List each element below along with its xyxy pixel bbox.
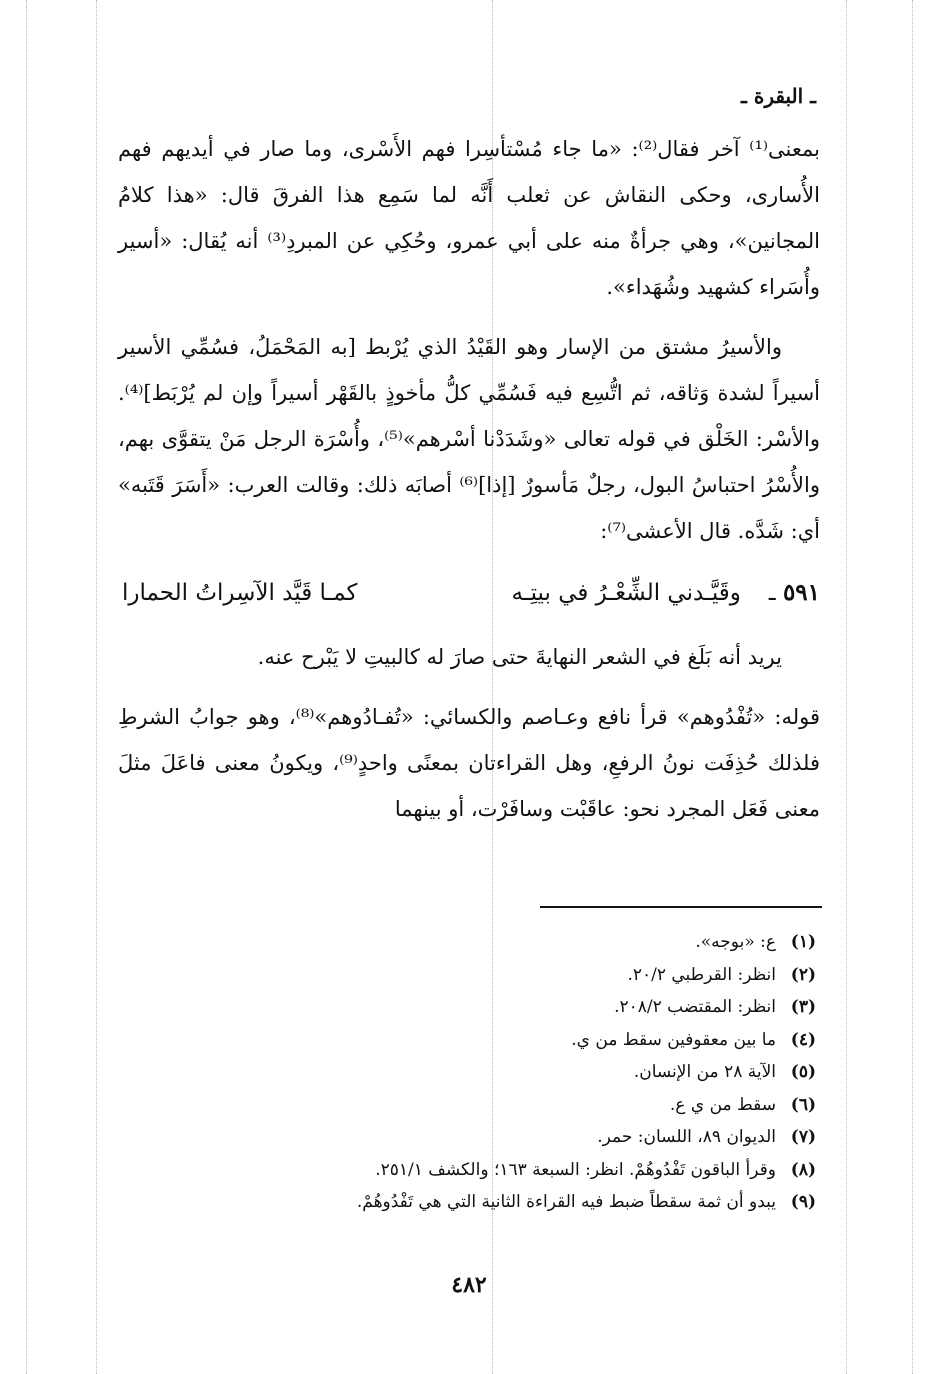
running-header: ـ البقرة ـ	[741, 84, 816, 108]
verse-number: ٥٩١	[782, 579, 820, 606]
footnote	[256, 1154, 816, 1187]
scan-guide-line	[846, 0, 847, 1374]
footnote-text: وقرأ الباقون تَفْدُوهُمْ. انظر: السبعة ١٦٣؛ والكشف ٢٥١/١.	[375, 1159, 776, 1180]
paragraph: قوله: «تُفْدُوهم» قرأ نافع وعـاصم والكسائي: «تُفـادُوهم»⁽⁸⁾، وهو جوابُ الشرطِ فلذلك حُذِفَت نونُ الرفعِ، وهل القراءتان بمعنًى واحدٍ⁽⁹⁾، ويكونُ معنى فاعَلَ مثلَ معنى فَعَل المجرد نحو: عاقَبْت وسافَرْت، أو بينهما	[118, 705, 820, 821]
footnote-number: (٢)	[790, 964, 816, 985]
paragraph: يريد أنه بَلَغ في الشعر النهايةَ حتى صارَ له كالبيتِ لا يَبْرح عنه.	[257, 645, 782, 669]
footnote-text: ما بين معقوفين سقط من ي.	[571, 1029, 776, 1050]
footnote-number: (٥)	[790, 1062, 816, 1082]
verse-first-half	[512, 568, 820, 618]
footnotes	[256, 926, 816, 1219]
footnote-text: سقط من ي ع.	[669, 1094, 776, 1115]
footnote	[256, 1089, 816, 1122]
footnote	[256, 1186, 816, 1219]
footnote	[256, 1056, 816, 1089]
paragraph: والأسيرُ مشتق من الإسار وهو القَيْدُ الذي يُرْبط [به المَحْمَلُ، فسُمِّي الأسير أسيراً لشدة وَثاقه، ثم اتُّسِع فيه فَسُمِّي كلُّ مأخوذٍ بالقَهْر أسيراً وإن لم يُرْبَط]⁽⁴⁾. والأسْر: الخَلْق في قوله تعالى «وشَدَدْنا أسْرهم»⁽⁵⁾، وأُسْرَة الرجل مَنْ يتقوَّى بهم، والأُسْرُ احتباسُ البول، رجلٌ مَأسورٌ [إذا]⁽⁶⁾ أصابَه ذلك: وقالت العرب: «أَسَرَ قَتَبه» أي: شَدَّه. قال الأعشى⁽⁷⁾:	[118, 335, 821, 543]
footnote-number: (١)	[790, 932, 816, 952]
footnote	[256, 959, 816, 992]
footnote	[256, 926, 816, 959]
footnote-number: (٣)	[790, 997, 816, 1017]
scan-guide-line	[912, 0, 913, 1374]
footnote-text: انظر: القرطبي ٢٠/٢.	[627, 964, 776, 985]
footnote-text: انظر: المقتضب ٢٠٨/٢.	[614, 997, 776, 1017]
footnote-text: يبدو أن ثمة سقطاً ضبط فيه القراءة الثانية التي هي تَفْدُوهُمْ.	[356, 1192, 776, 1212]
footnote	[256, 991, 816, 1024]
footnote-number: (٤)	[790, 1029, 816, 1050]
footnote-text: الديوان ٨٩، اللسان: حمر.	[597, 1127, 776, 1147]
verse-dash: ـ	[768, 580, 776, 606]
page-number: ٤٨٢	[451, 1272, 487, 1298]
footnote-number: (٦)	[790, 1094, 816, 1115]
footnote-separator	[540, 906, 822, 908]
poetry-verse	[118, 568, 820, 618]
scan-guide-line	[26, 0, 27, 1374]
footnote-number: (٧)	[790, 1127, 816, 1147]
footnote-number: (٨)	[790, 1159, 816, 1180]
footnote-number: (٩)	[790, 1192, 816, 1212]
verse-hemistich-1: وقَيَّـدني الشِّعْـرُ في بيتِـه	[511, 580, 741, 606]
footnote	[256, 1024, 816, 1057]
scan-guide-line	[96, 0, 97, 1374]
paragraph: بمعنى⁽¹⁾ آخر فقال⁽²⁾: «ما جاء مُسْتأسِرا فهم الأَسْرى، وما صار في أيديهم فهم الأُسارى، وحكى النقاش عن ثعلب أَنَّه لما سَمِع هذا الفرقَ قال: «هذا كلامُ المجانين»، وهي جرأةٌ منه على أبي عمرو، وحُكِي عن المبردِ⁽³⁾ أنه يُقال: «أسير وأُسَراء كشهيد وشُهَداء».	[118, 137, 820, 299]
verse-hemistich-2: كمـا قَيَّد الآسِراتُ الحمارا	[122, 580, 358, 606]
main-text	[118, 126, 820, 846]
footnote	[256, 1121, 816, 1154]
footnote-text: الآية ٢٨ من الإنسان.	[633, 1062, 776, 1082]
footnote-text: ع: «بوجه».	[695, 932, 776, 952]
